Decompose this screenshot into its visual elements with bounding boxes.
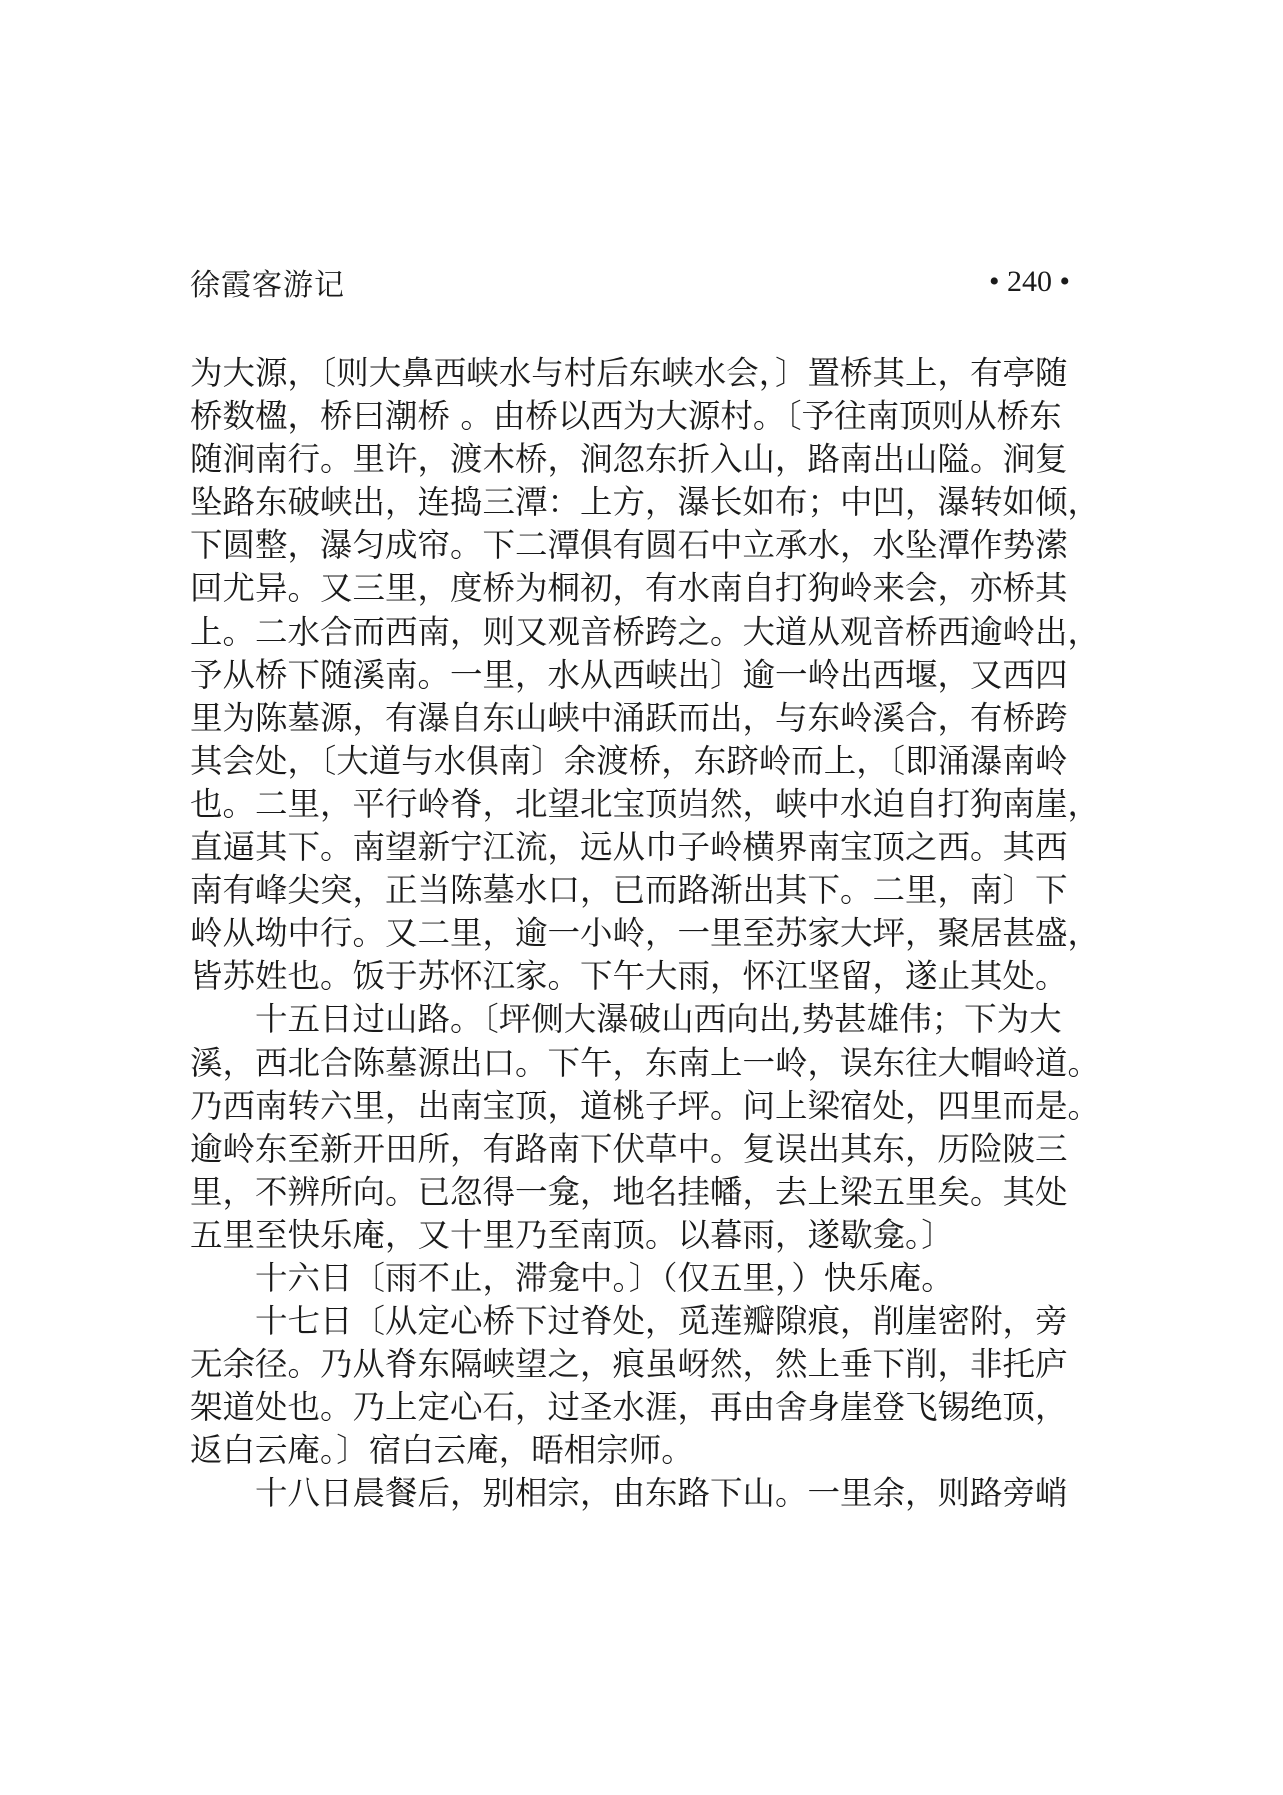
body-text xyxy=(190,352,1101,1516)
text-line: 回尤异。又三里，度桥为桐初，有水南自打狗岭来会，亦桥其 xyxy=(190,569,1068,608)
text-line: 岭从坳中行。又二里，逾一小岭，一里至苏家大坪，聚居甚盛， xyxy=(190,914,1101,953)
text-line: 十六日〔雨不止，滞龛中。〕（仅五里，）快乐庵。 xyxy=(190,1258,954,1297)
text-line: 随涧南行。里许，渡木桥，涧忽东折入山，路南出山隘。涧复 xyxy=(190,440,1068,479)
text-line: 为大源，〔则大鼻西峡水与村后东峡水会，〕置桥其上，有亭随 xyxy=(190,354,1068,392)
running-header xyxy=(190,262,1070,302)
text-line: 皆苏姓也。饭于苏怀江家。下午大雨，怀江坚留，遂止其处。 xyxy=(190,957,1068,996)
text-line: 里，不辨所向。已忽得一龛，地名挂幡，去上梁五里矣。其处 xyxy=(190,1172,1068,1211)
text-line: 其会处，〔大道与水俱南〕余渡桥，东跻岭而上，〔即涌瀑南岭 xyxy=(190,741,1068,780)
text-line: 无余径。乃从脊东隔峡望之，痕虽岈然，然上垂下削，非托庐 xyxy=(190,1345,1068,1384)
text-line: 桥数楹，桥曰潮桥 。由桥以西为大源村。〔予往南顶则从桥东 xyxy=(190,397,1062,436)
text-line: 逾岭东至新开田所，有路南下伏草中。复误出其东，历险陂三 xyxy=(190,1129,1068,1168)
text-line: 十八日晨餐后，别相宗，由东路下山。一里余，则路旁峭 xyxy=(190,1474,1068,1513)
text-line: 南有峰尖突，正当陈墓水口，已而路渐出其下。二里，南〕下 xyxy=(190,871,1068,910)
text-line: 予从桥下随溪南。一里，水从西峡出〕逾一岭出西堰，又西四 xyxy=(190,655,1068,694)
book-title: 徐霞客游记 xyxy=(190,268,345,303)
text-line: 也。二里，平行岭脊，北望北宝顶岿然，峡中水迫自打狗南崖， xyxy=(190,784,1101,823)
text-line: 里为陈墓源，有瀑自东山峡中涌跃而出，与东岭溪合，有桥跨 xyxy=(190,698,1068,737)
page-number: • 240 • xyxy=(988,265,1070,298)
text-line: 五里至快乐庵，又十里乃至南顶。以暮雨，遂歇龛。〕 xyxy=(190,1215,954,1254)
text-line: 直逼其下。南望新宁江流，远从巾子岭横界南宝顶之西。其西 xyxy=(190,828,1068,867)
text-line: 十七日〔从定心桥下过脊处，觅莲瓣隙痕，削崖密附，旁 xyxy=(190,1302,1068,1341)
text-line: 坠路东破峡出，连捣三潭：上方，瀑长如布；中凹，瀑转如倾， xyxy=(190,483,1101,522)
text-line: 乃西南转六里，出南宝顶，道桃子坪。问上梁宿处，四里而是。 xyxy=(190,1086,1101,1125)
text-line: 十五日过山路。〔坪侧大瀑破山西向出,势甚雄伟；下为大 xyxy=(190,1000,1062,1039)
text-line: 返白云庵。〕宿白云庵，晤相宗师。 xyxy=(190,1431,694,1470)
text-line: 溪，西北合陈墓源出口。下午，东南上一岭，误东往大帽岭道。 xyxy=(190,1043,1101,1082)
text-line: 架道处也。乃上定心石，过圣水涯，再由舍身崖登飞锡绝顶， xyxy=(190,1388,1068,1427)
text-line: 下圆整，瀑匀成帘。下二潭俱有圆石中立承水，水坠潭作势潆 xyxy=(190,526,1068,565)
text-line: 上。二水合而西南，则又观音桥跨之。大道从观音桥西逾岭出， xyxy=(190,612,1101,651)
